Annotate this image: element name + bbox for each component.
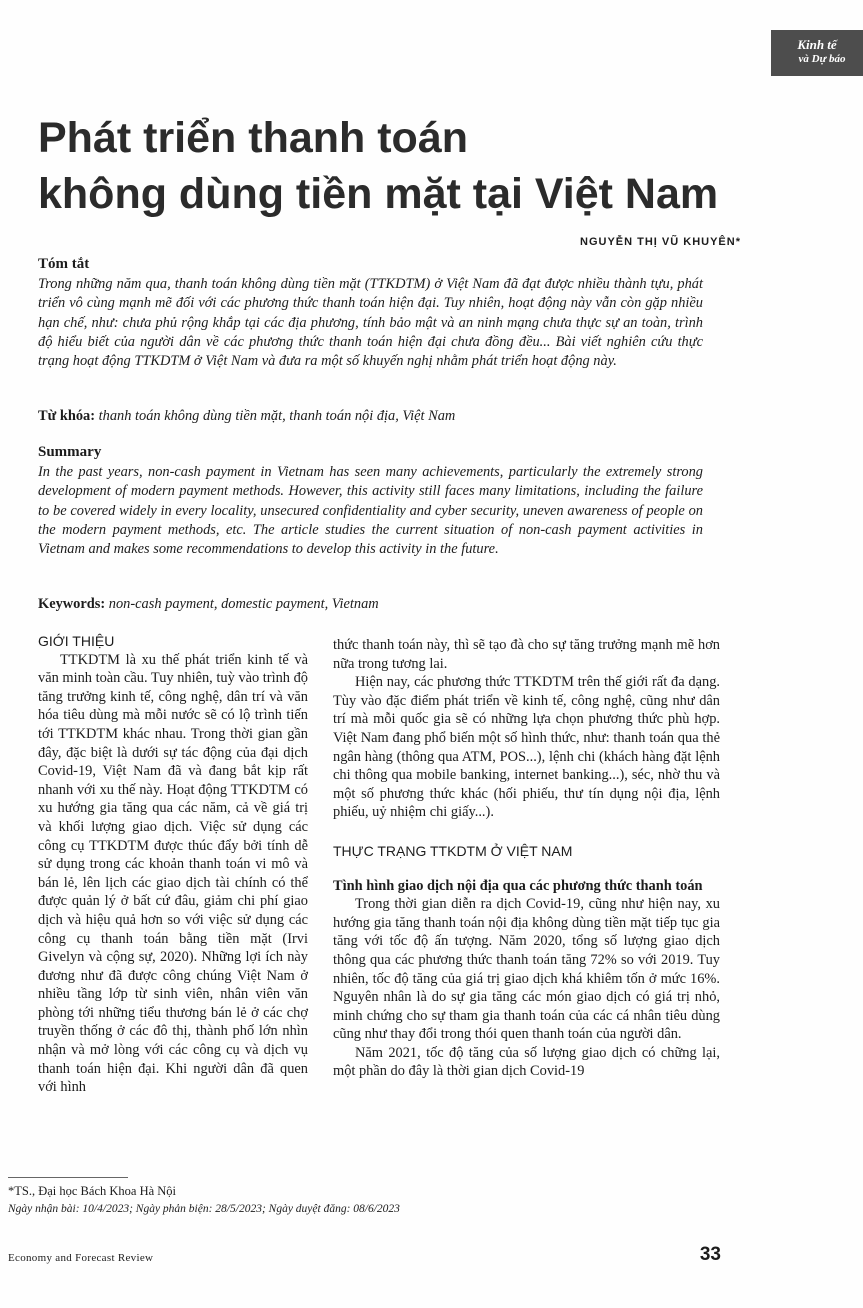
keywords-vi-text: thanh toán không dùng tiền mặt, thanh toán nội địa, Việt Nam [98, 408, 456, 424]
title-line-1: Phát triển thanh toán [38, 114, 468, 162]
keywords-en-text: non-cash payment, domestic payment, Vietnam [108, 596, 379, 612]
sub-heading: Tình hình giao dịch nội địa qua các phương thức thanh toán [333, 877, 703, 894]
intro-paragraph-1-cont: thức thanh toán này, thì sẽ tạo đà cho sự tăng trưởng mạnh mẽ hơn nữa trong tương lai. [333, 637, 720, 672]
logo-line-1: Kinh tế [797, 37, 837, 52]
logo-line-2: và Dự báo [798, 53, 846, 65]
footnote-dates: Ngày nhận bài: 10/4/2023; Ngày phản biện: 28/5/2023; Ngày duyệt đăng: 08/6/2023 [8, 1203, 400, 1215]
abstract-en-heading: Summary [38, 444, 102, 460]
article-title [38, 110, 798, 222]
status-paragraph-2: Năm 2021, tốc độ tăng của số lượng giao dịch có chững lại, một phần do đây là thời gian dịch Covid-19 [333, 1044, 720, 1080]
keywords-en [38, 596, 718, 613]
footnote-divider [8, 1177, 128, 1178]
keywords-vi [38, 408, 718, 425]
column-left [38, 632, 308, 1097]
status-heading: THỰC TRẠNG TTKDTM Ở VIỆT NAM [333, 842, 573, 859]
status-paragraph-1: Trong thời gian diễn ra dịch Covid-19, cũng như hiện nay, xu hướng gia tăng thanh toán nội địa không dùng tiền mặt tiếp tục gia tăng với tốc độ ấn tượng. Năm 2020, tổng số lượng giao dịch thông qua các phương thức thanh toán tăng 72% so với 2019. Tuy nhiên, tốc độ tăng của giá trị giao dịch khá khiêm tốn ở mức 16%. Nguyên nhân là do sự gia tăng các món giao dịch có giá trị nhỏ, minh chứng cho sự tham gia thanh toán của các cá nhân tiêu dùng cũng như thay đổi trong thói quen thanh toán của người dân. [333, 896, 720, 1043]
intro-heading: GIỚI THIỆU [38, 633, 115, 649]
journal-logo [771, 30, 863, 76]
keywords-vi-label: Từ khóa: [38, 408, 96, 424]
column-right [333, 636, 720, 1081]
abstract-vi-heading: Tóm tắt [38, 256, 90, 272]
footnote-affiliation: *TS., Đại học Bách Khoa Hà Nội [8, 1184, 177, 1198]
page-number: 33 [699, 1244, 721, 1265]
intro-paragraph-1: TTKDTM là xu thế phát triển kinh tế và văn minh toàn cầu. Tuy nhiên, tuỳ vào trình độ tăng trưởng kinh tế, công nghệ, dân trí và văn hóa tiêu dùng mà mỗi nước sẽ có lộ trình tiến tới TTKDTM khác nhau. Trong thời gian gần đây, đặc biệt là dưới sự tác động của đại dịch Covid-19, Việt Nam đã và đang bắt kịp rất nhanh với xu thế này. Hoạt động TTKDTM có xu hướng gia tăng qua các năm, cả về giá trị và khối lượng giao dịch. Việc sử dụng các công cụ TTKDTM được thúc đẩy bởi tính dễ sử dụng trong các khoản thanh toán vi mô và bán lẻ, lên lịch các giao dịch tài chính có thể được quản lý ở bất cứ đâu, giảm chi phí giao dịch và hiệu quả hơn so với việc sử dụng các công cụ thanh toán bằng tiền mặt (Irvi Givelyn và cộng sự, 2020). Những lợi ích này đương như đã được công chúng Việt Nam ở nhiều tầng lớp từ sinh viên, nhân viên văn phòng tới những tiểu thương bán lẻ ở các chợ truyền thống ở các đô thị, thành phố lớn nhìn nhận và mở lòng với các công cụ và dịch vụ thanh toán hiện đại. Khi người dân đã quen với hình [38, 651, 308, 1096]
keywords-en-label: Keywords: [38, 596, 106, 612]
abstract-en-text: In the past years, non-cash payment in Vietnam has seen many achievements, particularly the extremely strong development of modern payment methods. However, this activity still faces many limitations, including the failure to be covered widely in every locality, unsecured confidentiality and cyber security, uneven awareness of people on the modern payment methods, etc. The article studies the current situation of non-cash payment activities in Vietnam and makes some recommendations to develop this activity in the future. [38, 464, 703, 558]
author-name: NGUYỄN THỊ VŨ KHUYÊN* [580, 236, 741, 248]
abstract-vi-text: Trong những năm qua, thanh toán không dùng tiền mặt (TTKDTM) ở Việt Nam đã đạt được nhiều thành tựu, phát triển vô cùng mạnh mẽ đối với các phương thức thanh toán hiện đại. Tuy nhiên, hoạt động này vẫn còn gặp nhiều hạn chế, như: chưa phủ rộng khắp tại các địa phương, tính bảo mật và an ninh mạng chưa thực sự an toàn, trình độ hiểu biết của người dân về các phương thức thanh toán hiện đại chưa đồng đều... Bài viết nghiên cứu thực trạng hoạt động TTKDTM ở Việt Nam và đưa ra một số khuyến nghị nhằm phát triển hoạt động này. [38, 276, 703, 370]
journal-footer-name: Economy and Forecast Review [8, 1252, 154, 1264]
intro-paragraph-2: Hiện nay, các phương thức TTKDTM trên thế giới rất đa dạng. Tùy vào đặc điểm phát triển về kinh tế, công nghệ, cũng như dân trí mà mỗi quốc gia sẽ có những lựa chọn phương thức phù hợp. Việt Nam đang phổ biến một số hình thức, như: thanh toán qua thẻ ngân hàng (thông qua ATM, POS...), lệnh chi (khách hàng đặt lệnh chi thông qua mobile banking, internet banking...), séc, nhờ thu và một số phương thức khác (hối phiếu, thư tín dụng nội địa, lệnh phiếu, uỷ nhiệm chi giấy...). [333, 674, 720, 821]
title-line-2: không dùng tiền mặt tại Việt Nam [38, 170, 719, 218]
